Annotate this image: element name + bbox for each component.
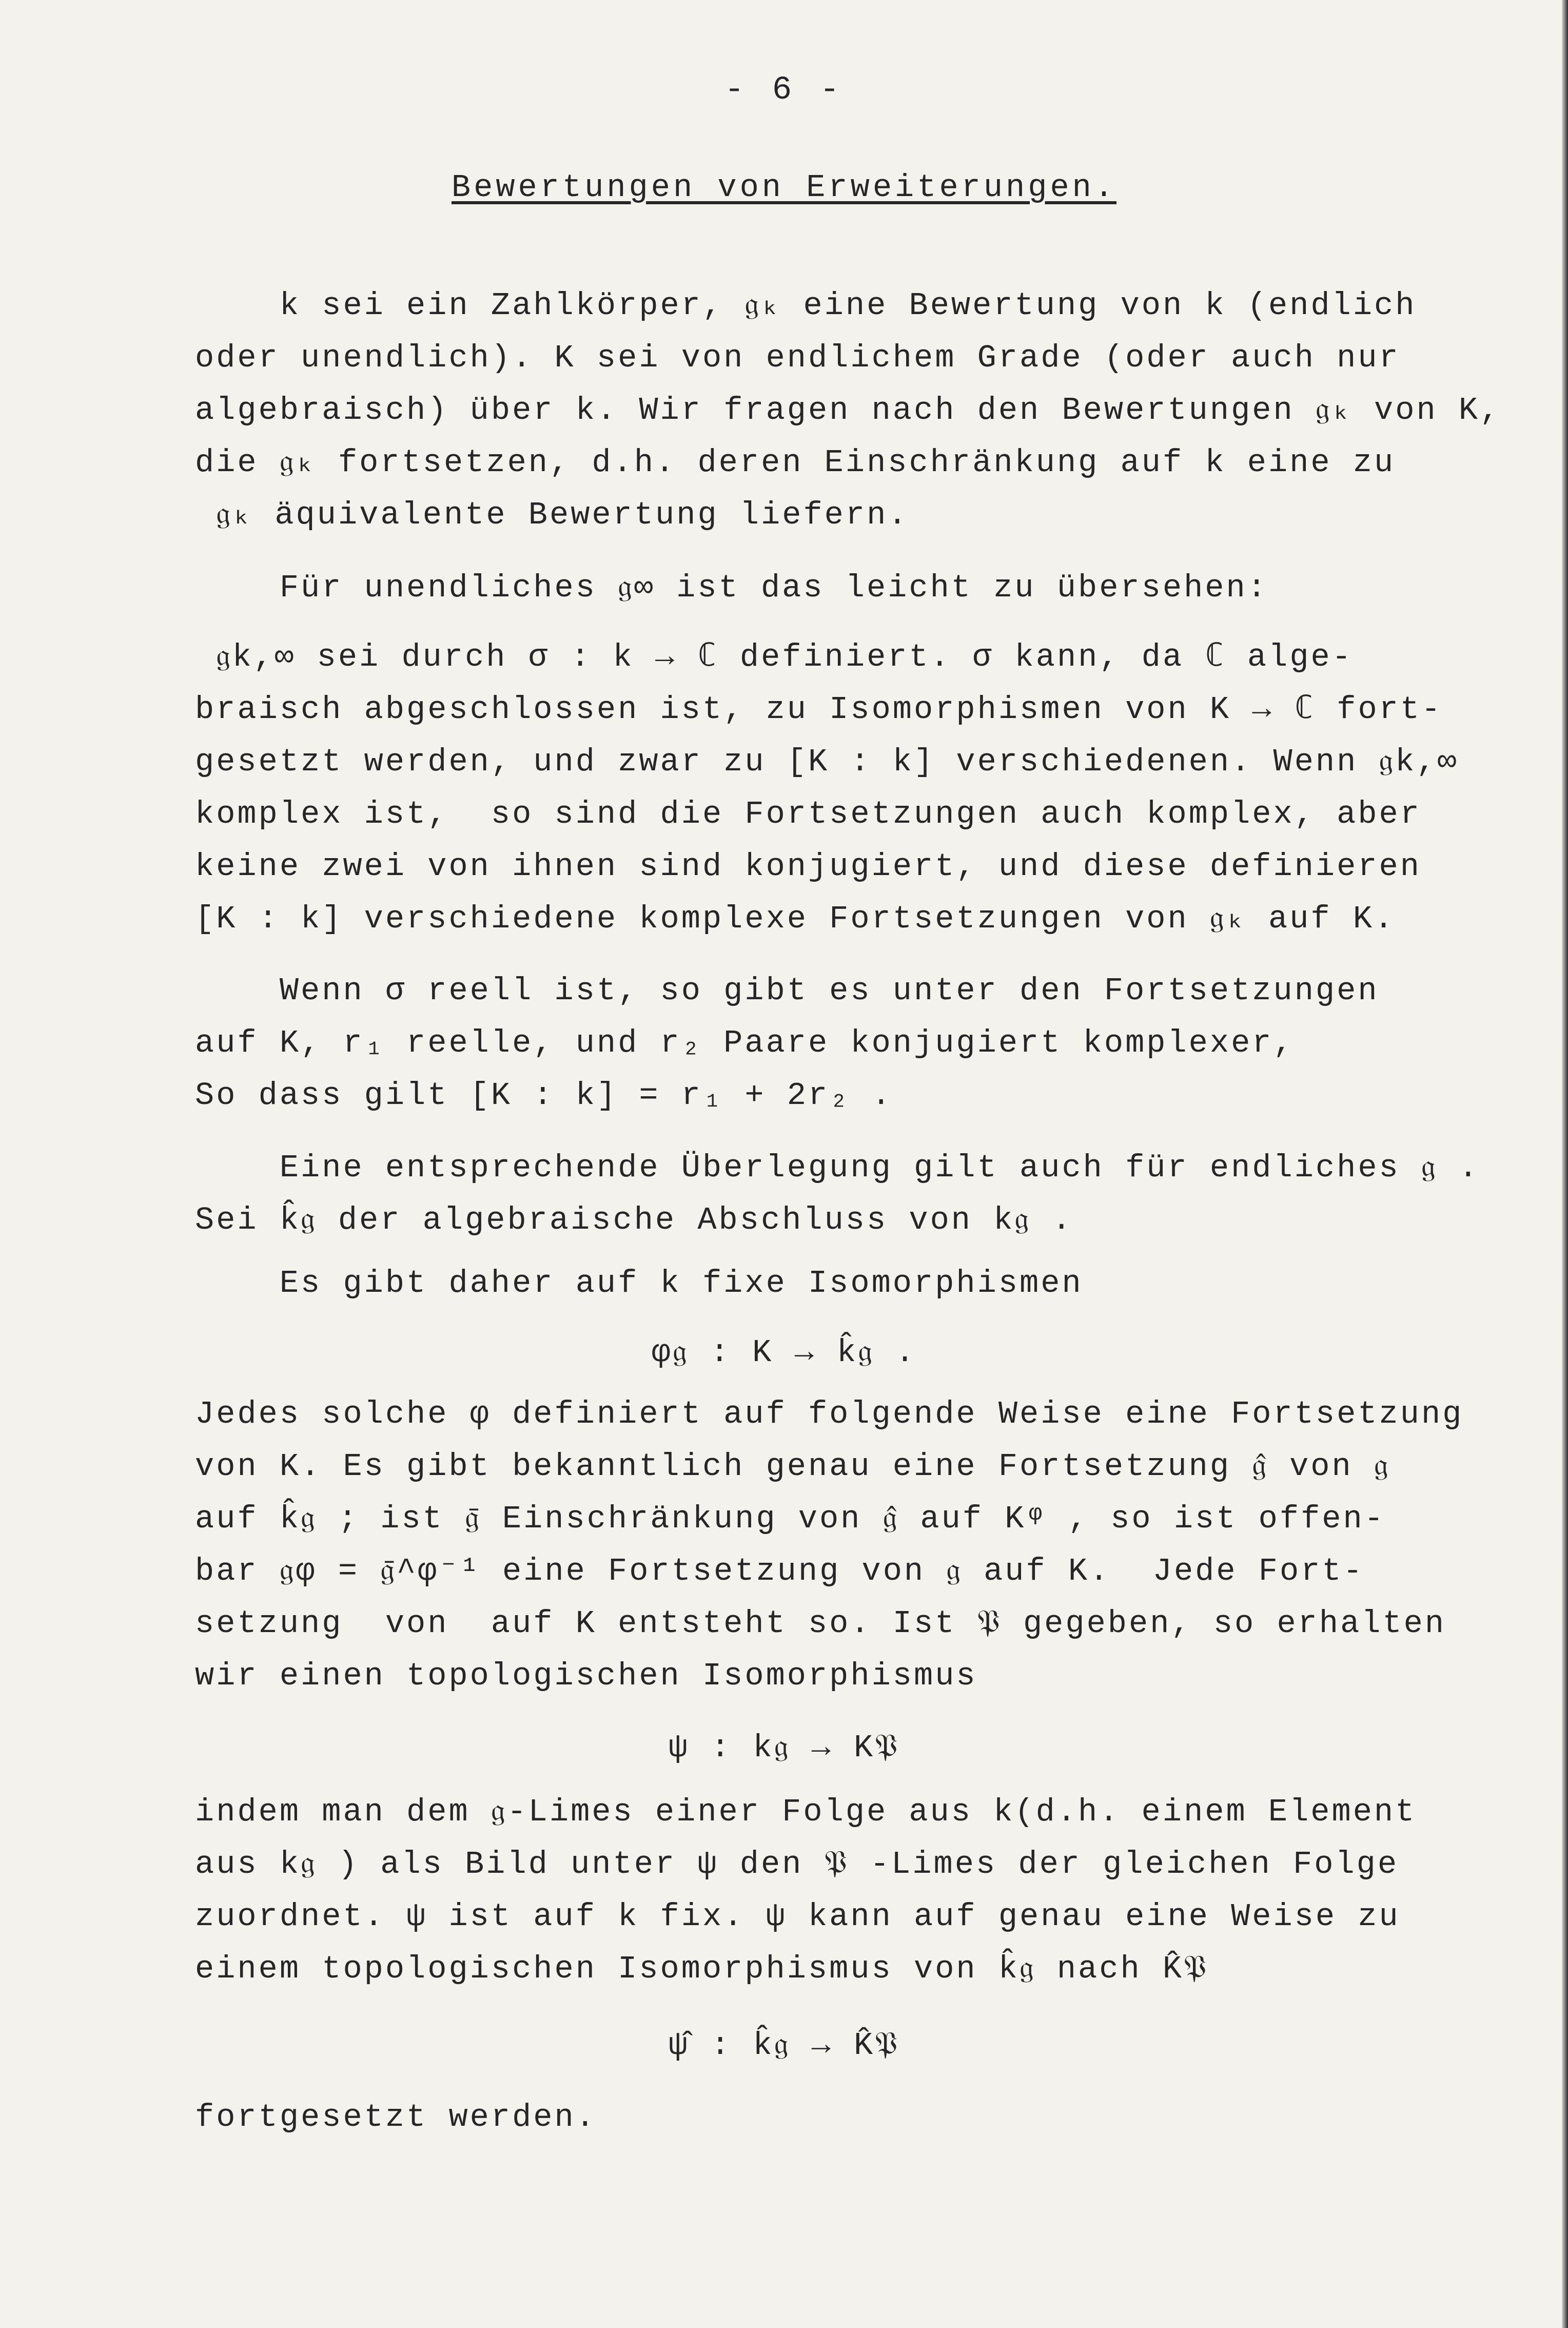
- scan-right-edge: [1562, 0, 1568, 2328]
- paragraph-3-line-5: keine zwei von ihnen sind konjugiert, und diese definieren: [195, 848, 1421, 885]
- paragraph-9-line-1: fortgesetzt werden.: [195, 2099, 597, 2136]
- paragraph-6-line-1: Es gibt daher auf k fixe Isomorphismen: [195, 1265, 1083, 1302]
- paragraph-7-line-5: setzung von auf K entsteht so. Ist 𝔓 gegeben, so erhalten: [195, 1605, 1446, 1642]
- paragraph-7-line-4: bar 𝔤φ = 𝔤̄^φ⁻¹ eine Fortsetzung von 𝔤 auf K. Jede Fort-: [195, 1553, 1364, 1589]
- paragraph-5-line-2: Sei k̂𝔤 der algebraische Abschluss von k𝔤 .: [195, 1202, 1073, 1238]
- paragraph-7-line-6: wir einen topologischen Isomorphismus: [195, 1658, 977, 1694]
- paragraph-8-line-2: aus k𝔤 ) als Bild unter ψ den 𝔓 -Limes der gleichen Folge: [195, 1846, 1399, 1883]
- paragraph-2-line-1: Für unendliches 𝔤∞ ist das leicht zu übersehen:: [195, 570, 1268, 606]
- paragraph-4-line-1: Wenn σ reell ist, so gibt es unter den Fortsetzungen: [195, 973, 1379, 1009]
- paragraph-3-line-4: komplex ist, so sind die Fortsetzungen auch komplex, aber: [195, 796, 1421, 832]
- paragraph-1-line-5: 𝔤ₖ äquivalente Bewertung liefern.: [195, 497, 909, 533]
- formula-isomorphism-psi: ψ : k𝔤 → K𝔓: [668, 1730, 900, 1766]
- paragraph-1-line-3: algebraisch) über k. Wir fragen nach den Bewertungen 𝔤ₖ von K,: [195, 392, 1501, 429]
- page-number: - 6 -: [724, 72, 844, 109]
- formula-isomorphism-phi: φ𝔤 : K → k̂𝔤 .: [651, 1334, 917, 1371]
- paragraph-4-line-3: So dass gilt [K : k] = r₁ + 2r₂ .: [195, 1077, 893, 1114]
- section-title: Bewertungen von Erweiterungen.: [451, 169, 1117, 206]
- paragraph-8-line-4: einem topologischen Isomorphismus von k̂𝔤 nach K̂𝔓: [195, 1951, 1209, 1987]
- paragraph-8-line-3: zuordnet. ψ ist auf k fix. ψ kann auf genau eine Weise zu: [195, 1898, 1400, 1935]
- formula-isomorphism-psi-hat: ψ̂ : k̂𝔤 → K̂𝔓: [668, 2027, 900, 2064]
- paragraph-1-line-4: die 𝔤ₖ fortsetzen, d.h. deren Einschränkung auf k eine zu: [195, 444, 1396, 481]
- paragraph-7-line-3: auf k̂𝔤 ; ist 𝔤̄ Einschränkung von 𝔤̂ auf Kᵠ , so ist offen-: [195, 1501, 1385, 1537]
- paragraph-3-line-1: 𝔤k,∞ sei durch σ : k → ℂ definiert. σ kann, da ℂ alge-: [195, 639, 1353, 675]
- paragraph-1-line-1: k sei ein Zahlkörper, 𝔤ₖ eine Bewertung von k (endlich: [195, 287, 1417, 324]
- paragraph-3-line-6: [K : k] verschiedene komplexe Fortsetzungen von 𝔤ₖ auf K.: [195, 901, 1396, 937]
- paragraph-5-line-1: Eine entsprechende Überlegung gilt auch für endliches 𝔤 .: [195, 1150, 1480, 1186]
- paragraph-3-line-3: gesetzt werden, und zwar zu [K : k] verschiedenen. Wenn 𝔤k,∞: [195, 744, 1459, 780]
- paragraph-7-line-1: Jedes solche φ definiert auf folgende Weise eine Fortsetzung: [195, 1396, 1464, 1432]
- paragraph-8-line-1: indem man dem 𝔤-Limes einer Folge aus k(d.h. einem Element: [195, 1794, 1417, 1830]
- paragraph-1-line-2: oder unendlich). K sei von endlichem Grade (oder auch nur: [195, 340, 1400, 376]
- paragraph-3-line-2: braisch abgeschlossen ist, zu Isomorphismen von K → ℂ fort-: [195, 691, 1443, 728]
- paragraph-7-line-2: von K. Es gibt bekanntlich genau eine Fortsetzung 𝔤̂ von 𝔤: [195, 1448, 1390, 1485]
- paragraph-4-line-2: auf K, r₁ reelle, und r₂ Paare konjugiert komplexer,: [195, 1025, 1295, 1061]
